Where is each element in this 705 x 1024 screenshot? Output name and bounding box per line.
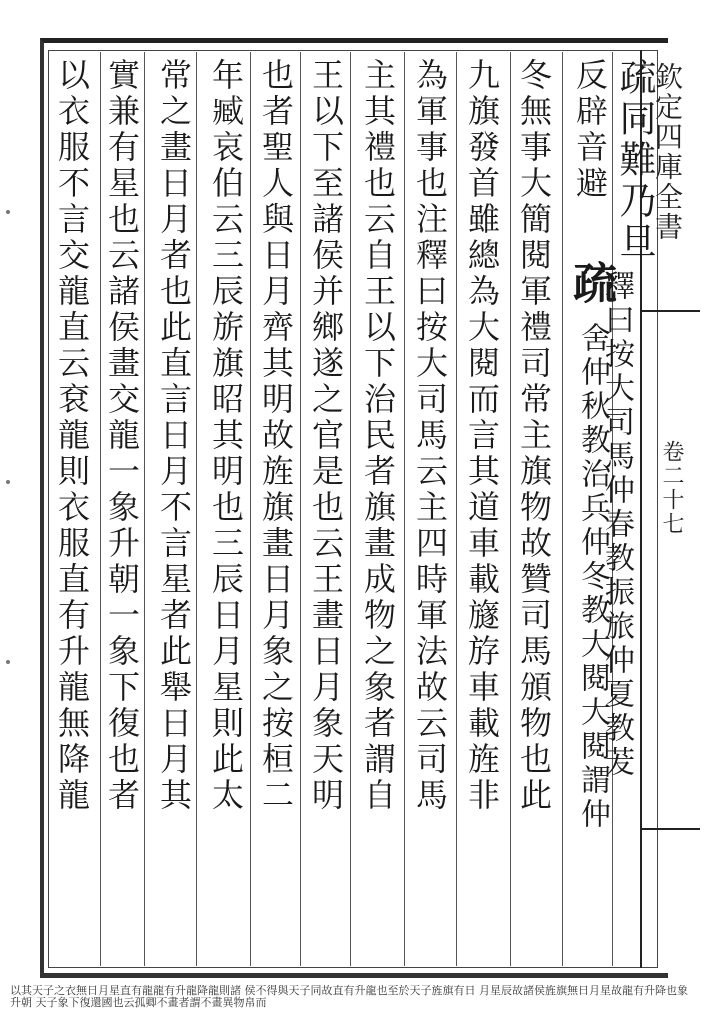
column-text: 冬無事大簡閱軍禮司常主旗物故贊司馬頒物也此	[515, 58, 553, 814]
column-text: 主其禮也云自王以下治民者旗畫成物之象者謂自	[359, 58, 397, 814]
column-text: 釋曰按大司馬仲春教振旅仲夏教茇	[599, 270, 634, 780]
column-rule	[300, 52, 301, 966]
text-column-2	[568, 58, 612, 202]
column-text: 月星辰故諸侯旌旗無日月星故龍有升降也象升朝	[10, 985, 688, 1009]
text-column-11	[100, 58, 144, 814]
margin-book-title: 欽定四庫全書	[651, 62, 684, 242]
column-rule	[350, 52, 351, 966]
column-text: 實兼有星也云諸侯畫交龍一象升朝一象下復也者	[103, 58, 141, 814]
column-rule	[510, 52, 511, 966]
text-column-12	[50, 58, 94, 814]
column-text: 常之畫日月者也此直言日月不言星者此舉日月其	[155, 58, 193, 814]
column-rule	[456, 52, 457, 966]
column-text: 王以下至諸侯并鄉遂之官是也云王畫日月象天明	[307, 58, 345, 814]
text-column-8	[254, 58, 298, 814]
remaining-columns	[10, 985, 690, 1021]
text-column-10	[152, 58, 196, 814]
scan-dot	[6, 210, 10, 214]
column-rule	[144, 52, 145, 966]
text-column-1	[612, 58, 656, 263]
text-column-7	[304, 58, 348, 814]
scan-dot	[6, 660, 10, 664]
column-rule	[562, 52, 563, 966]
column-text: 九旗發首雖總為大閱而言其道車載旞斿車載旌非	[463, 58, 501, 814]
column-text: 以衣服不言交龍直云袞龍則衣服直有升龍無降龍	[53, 58, 91, 814]
column-rule	[250, 52, 251, 966]
text-column-6	[356, 58, 400, 814]
column-text: 疏同難乃旦	[613, 58, 656, 263]
column-text: 侯不得與天子同故直有升龍也至於天子旌旗有日	[244, 985, 476, 997]
scan-dot	[6, 480, 10, 484]
text-column-3	[512, 58, 556, 814]
column-text: 天子象下復還國也云孤卿不畫者謂不畫異物帛而	[35, 996, 267, 1009]
shu-note	[568, 322, 612, 832]
column-text: 舍仲秋教治兵仲冬教大閱大閱謂仲	[575, 322, 610, 832]
shu-heading	[565, 260, 616, 308]
column-text: 年臧哀伯云三辰旂旗昭其明也三辰日月星則此太	[207, 58, 245, 814]
margin-divider-bottom	[640, 828, 700, 830]
margin-volume: 卷二十七	[659, 440, 684, 536]
column-text: 也者聖人與日月齊其明故旌旗畫日月象之按桓二	[257, 58, 295, 814]
margin-divider-top	[640, 310, 700, 312]
text-column-5	[408, 58, 452, 814]
column-rule	[404, 52, 405, 966]
text-column-9	[204, 58, 248, 814]
shu-char: 疏	[565, 260, 616, 308]
column-text: 反辟音避	[571, 58, 609, 202]
text-column-4	[460, 58, 504, 814]
column-text: 為軍事也注釋曰按大司馬云主四時軍法故云司馬	[411, 58, 449, 814]
column-rule	[196, 52, 197, 966]
column-text: 以其天子之衣無日月星直有龍龍有升龍降龍則諸	[10, 985, 241, 997]
